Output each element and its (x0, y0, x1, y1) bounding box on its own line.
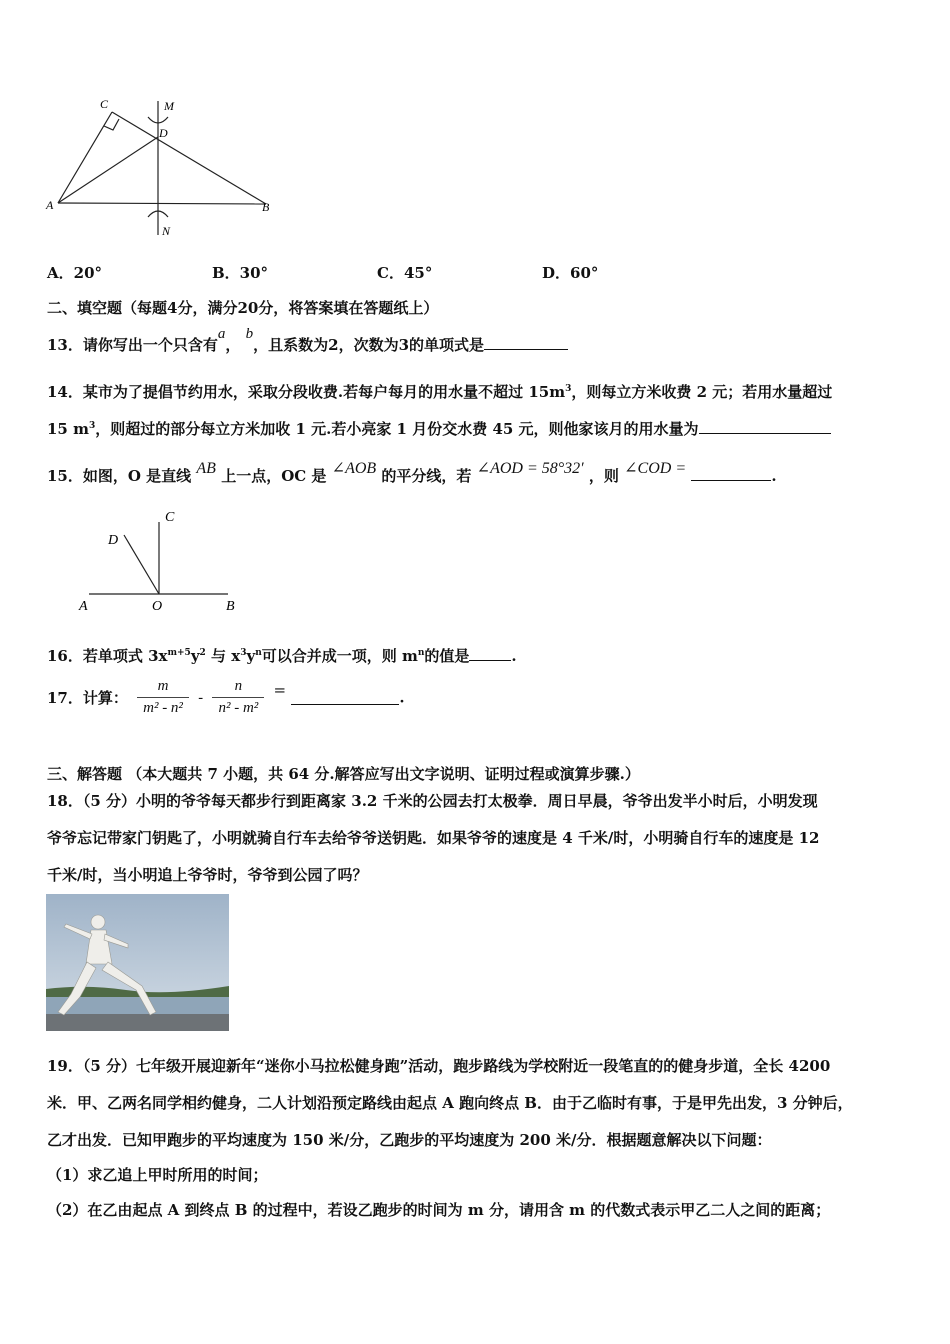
segment-AB (58, 203, 266, 204)
q18-line-3: 千米/时，当小明追上爷爷时，爷爷到公园了吗？ (47, 866, 368, 884)
q15-text-mid3: ，则 (588, 467, 619, 485)
q16-var-y: y (190, 647, 200, 665)
q16-text-post: 可以合并成一项，则 m (261, 647, 418, 665)
q15-text-mid1: 上一点，OC 是 (221, 467, 327, 485)
q14-exp-2: 3 (88, 421, 96, 431)
q16-exp-2: 2 (199, 648, 206, 658)
q16-end: . (511, 647, 517, 665)
label-M: M (164, 99, 174, 113)
q17-answer-blank[interactable] (291, 690, 399, 705)
q15-text-mid2: 的平分线，若 (381, 467, 472, 485)
q19-sub-2: （2）在乙由起点 A 到终点 B 的过程中，若设乙跑步的时间为 m 分，请用含 m 的代数式表示甲乙二人之间的距离； (47, 1201, 831, 1219)
stone-platform (46, 1014, 229, 1031)
q16-text-end: 的值是 (424, 647, 470, 665)
q15-answer-blank[interactable] (691, 466, 771, 481)
label-A: A (46, 198, 54, 212)
question-17 (47, 678, 405, 717)
question-13 (47, 326, 568, 355)
q16-answer-blank[interactable] (469, 646, 511, 661)
q15-text-pre: 15．如图，O 是直线 (47, 467, 192, 485)
label-D: D (159, 126, 168, 140)
angle-figure (75, 505, 255, 620)
q17-denominator-2: n² - m² (212, 697, 264, 717)
q15-end: . (771, 467, 777, 485)
q15-angle-aod: ∠AOD = 58°32′ (476, 460, 584, 477)
q13-sep: ， (225, 336, 241, 354)
section-3-title: 三、解答题 （本大题共 7 小题，共 64 分.解答应写出文字说明、证明过程或演算步骤.） (47, 765, 640, 783)
choice-c: C．45° (377, 264, 433, 282)
label-A: A (79, 599, 88, 614)
q16-exp-4: n (255, 648, 262, 658)
choice-a: A．20° (47, 264, 103, 282)
tai-chi-photo (46, 894, 229, 1031)
q19-line-1: 19．（5 分）七年级开展迎新年“迷你小马拉松健身跑”活动，跑步路线为学校附近一段笔直的的健身步道，全长 4200 (47, 1057, 831, 1075)
ray-OD (124, 535, 159, 594)
choice-b: B．30° (212, 264, 269, 282)
q18-line-1: 18．（5 分）小明的爷爷每天都步行到距离家 3.2 千米的公园去打太极拳．周日早晨，爷爷出发半小时后，小明发现 (47, 792, 818, 810)
q14-text-1b: ，则每立方米收费 2 元；若用水量超过 (571, 383, 833, 401)
q19-sub-1: （1）求乙追上甲时所用的时间； (47, 1166, 268, 1184)
q17-end: . (399, 688, 405, 707)
q16-var-y2: y (246, 647, 256, 665)
segment-AC (58, 112, 112, 203)
q15-angle-cod: ∠COD = (624, 460, 687, 477)
q13-text-post: ，且系数为2，次数为3的单项式是 (253, 336, 485, 354)
label-D: D (108, 533, 119, 548)
q16-text-pre: 16．若单项式 3x (47, 647, 168, 665)
q15-line-ab: AB (196, 460, 216, 477)
q14-exp-1: 3 (565, 384, 572, 394)
label-C: C (165, 510, 175, 525)
q17-text-pre: 17．计算： (47, 689, 128, 707)
q14-text-2: 15 m (47, 420, 89, 438)
q17-equals: = (273, 680, 287, 699)
question-16 (47, 645, 517, 666)
q15-angle-aob: ∠AOB (331, 460, 377, 477)
q17-numerator-2: n (234, 678, 243, 694)
q16-exp-1: m+5 (167, 648, 191, 658)
q13-text-pre: 13．请你写出一个只含有 (47, 336, 218, 354)
section-2-title: 二、填空题（每题4分，满分20分，将答案填在答题纸上） (47, 299, 439, 317)
q17-fraction-1 (137, 678, 189, 717)
question-14-line-1 (47, 381, 832, 402)
q17-minus: - (198, 688, 204, 707)
label-B: B (262, 200, 270, 214)
q14-text-2b: ，则超过的部分每立方米加收 1 元.若小亮家 1 月份交水费 45 元，则他家该月的用水量为 (95, 420, 699, 438)
triangle-figure (40, 95, 290, 245)
label-B: B (226, 599, 235, 614)
segment-CB (112, 112, 266, 204)
label-C: C (100, 97, 109, 111)
q13-answer-blank[interactable] (484, 335, 568, 350)
segment-AD (58, 137, 158, 203)
q17-denominator-1: m² - n² (137, 697, 189, 717)
q14-answer-blank[interactable] (699, 419, 831, 434)
question-14-line-2 (47, 418, 831, 439)
q16-exp-5: n (417, 648, 425, 658)
choice-d: D．60° (542, 264, 599, 282)
q19-line-2: 米．甲、乙两名同学相约健身，二人计划沿预定路线由起点 A 跑向终点 B．由于乙临时有事，于是甲先出发，3 分钟后， (47, 1094, 853, 1112)
q13-var-b: b (245, 326, 254, 342)
q13-var-a: a (217, 326, 226, 342)
q16-text-mid: 与 x (211, 647, 241, 665)
q14-text-1: 14．某市为了提倡节约用水，采取分段收费.若每户每月的用水量不超过 15m (47, 383, 566, 401)
label-O: O (152, 599, 163, 614)
q17-fraction-2 (212, 678, 264, 717)
q16-exp-3: 3 (240, 648, 247, 658)
q18-line-2: 爷爷忘记带家门钥匙了，小明就骑自行车去给爷爷送钥匙．如果爷爷的速度是 4 千米/时，小明骑自行车的速度是 12 (47, 829, 820, 847)
question-15 (47, 460, 777, 486)
label-N: N (162, 224, 171, 238)
q17-numerator-1: m (157, 678, 169, 694)
q19-line-3: 乙才出发．已知甲跑步的平均速度为 150 米/分，乙跑步的平均速度为 200 米/分．根据题意解决以下问题： (47, 1131, 772, 1149)
